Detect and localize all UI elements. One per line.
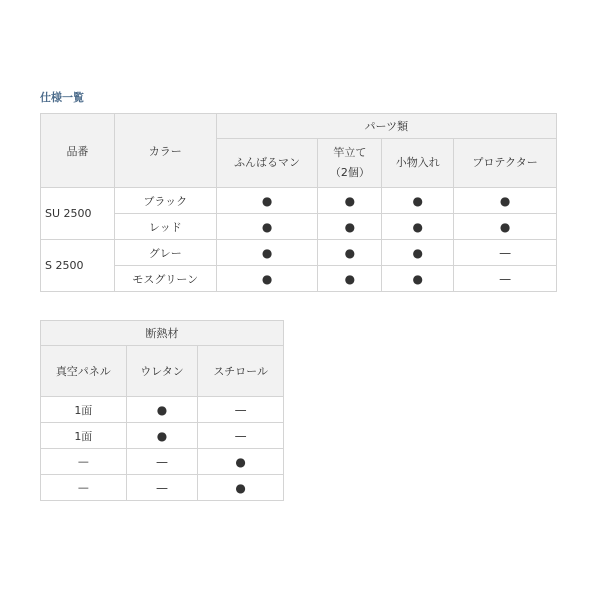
- header-insulation: ウレタン: [126, 346, 198, 397]
- insulation-cell: —: [126, 475, 198, 501]
- mark-cell: ●: [216, 188, 318, 214]
- header-insulation: 真空パネル: [41, 346, 127, 397]
- mark-cell: ●: [454, 188, 557, 214]
- table-row: [41, 397, 284, 423]
- color-cell: レッド: [114, 214, 216, 240]
- insulation-cell: 1面: [41, 397, 127, 423]
- insulation-cell: —: [198, 397, 284, 423]
- insulation-cell: —: [126, 449, 198, 475]
- section-title: 仕様一覧: [40, 91, 84, 104]
- model-cell: SU 2500: [41, 188, 115, 240]
- insulation-cell: ●: [198, 449, 284, 475]
- table-row: [41, 423, 284, 449]
- insulation-table: [40, 320, 284, 501]
- mark-cell: ●: [318, 266, 382, 292]
- model-cell: S 2500: [41, 240, 115, 292]
- header-color: カラー: [114, 114, 216, 188]
- insulation-cell: ●: [198, 475, 284, 501]
- mark-cell: —: [454, 240, 557, 266]
- table-row: [41, 449, 284, 475]
- insulation-cell: —: [41, 475, 127, 501]
- color-cell: モスグリーン: [114, 266, 216, 292]
- mark-cell: ●: [318, 240, 382, 266]
- header-part-label: 竿立て: [333, 146, 367, 159]
- table-row: [41, 475, 284, 501]
- header-model: 品番: [41, 114, 115, 188]
- mark-cell: ●: [216, 240, 318, 266]
- mark-cell: ●: [318, 214, 382, 240]
- mark-cell: ●: [216, 214, 318, 240]
- mark-cell: ●: [382, 266, 454, 292]
- table-row: [41, 214, 557, 240]
- spec-table: [40, 113, 557, 292]
- mark-cell: ●: [382, 240, 454, 266]
- mark-cell: ●: [216, 266, 318, 292]
- mark-cell: ●: [318, 188, 382, 214]
- header-part: 小物入れ: [382, 139, 454, 188]
- table-row: [41, 240, 557, 266]
- insulation-cell: —: [41, 449, 127, 475]
- table-row: [41, 188, 557, 214]
- header-part: プロテクター: [454, 139, 557, 188]
- insulation-cell: 1面: [41, 423, 127, 449]
- color-cell: グレー: [114, 240, 216, 266]
- insulation-cell: ●: [126, 423, 198, 449]
- insulation-cell: ●: [126, 397, 198, 423]
- table-row: [41, 266, 557, 292]
- header-part-note: （2個）: [329, 166, 370, 179]
- mark-cell: —: [454, 266, 557, 292]
- insulation-cell: —: [198, 423, 284, 449]
- mark-cell: ●: [382, 188, 454, 214]
- header-part: ふんばるマン: [216, 139, 318, 188]
- mark-cell: ●: [454, 214, 557, 240]
- header-insulation: スチロール: [198, 346, 284, 397]
- header-insulation-group: 断熱材: [41, 321, 284, 346]
- color-cell: ブラック: [114, 188, 216, 214]
- mark-cell: ●: [382, 214, 454, 240]
- header-parts-group: パーツ類: [216, 114, 556, 139]
- header-part-rod-stand: [318, 139, 382, 188]
